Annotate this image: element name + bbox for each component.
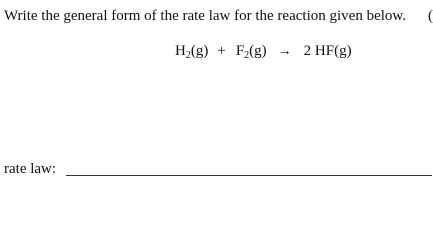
question-prompt: Write the general form of the rate law for the reaction given below.: [4, 8, 406, 24]
reactant-h2: $H_2(g)$: [175, 43, 209, 61]
cut-off-text: (: [428, 8, 433, 24]
rate-law-answer-line[interactable]: [66, 175, 432, 176]
reactant-f2: $F_2(g)$: [235, 43, 267, 61]
reaction-arrow: →: [277, 44, 292, 59]
rate-law-label: rate law:: [4, 161, 57, 177]
product-hf: 2 HF(g): [303, 43, 352, 59]
plus-sign: +: [217, 43, 226, 59]
chemical-equation: [175, 41, 352, 62]
